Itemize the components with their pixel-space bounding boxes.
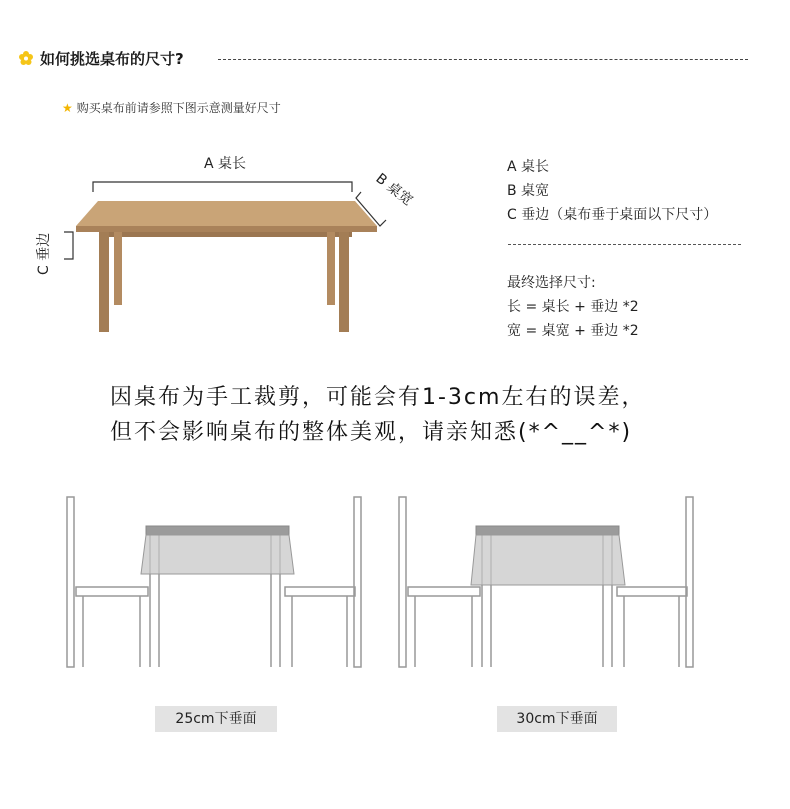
- diagram-label-c: C 垂边: [36, 232, 52, 275]
- legend-a: A 桌长: [507, 159, 550, 175]
- tablecloth-top: [146, 526, 289, 535]
- chair-seat: [285, 587, 355, 596]
- table-leg: [327, 232, 335, 305]
- table-diagram: [0, 140, 470, 350]
- chair-back: [354, 497, 361, 667]
- tablecloth-top: [476, 526, 619, 535]
- tablecloth-drape: [471, 535, 625, 585]
- subtitle-text: 购买桌布前请参照下图示意测量好尺寸: [76, 101, 281, 115]
- table-leg: [339, 232, 349, 332]
- table-leg: [99, 232, 109, 332]
- table-leg: [114, 232, 122, 305]
- star-icon: ★: [62, 101, 73, 115]
- chair-seat: [76, 587, 148, 596]
- header-divider: [218, 59, 748, 60]
- diagram-label-a: A 桌长: [204, 156, 247, 172]
- length-formula: 长 = 桌长 + 垂边 *2: [507, 299, 639, 315]
- chair-back: [399, 497, 406, 667]
- chair-back: [686, 497, 693, 667]
- table-apron: [100, 232, 352, 237]
- table-top: [76, 201, 377, 226]
- tablecloth-drape: [141, 535, 294, 574]
- caption-30cm: 30cm下垂面: [497, 706, 617, 732]
- legend-divider: [508, 244, 741, 245]
- illustration-30cm: [392, 490, 702, 675]
- subtitle: [62, 99, 281, 116]
- width-formula: 宽 = 桌宽 + 垂边 *2: [507, 323, 639, 339]
- diagram-label-b: B 桌宽: [372, 170, 416, 210]
- chair-back: [67, 497, 74, 667]
- table-top-edge: [76, 226, 377, 232]
- note-line-1: 因桌布为手工裁剪，可能会有1-3cm左右的误差，: [110, 385, 646, 410]
- chair-seat: [408, 587, 480, 596]
- note-line-2: 但不会影响桌布的整体美观，请亲知悉(*^__^*): [110, 420, 633, 445]
- flower-icon: [18, 50, 34, 66]
- length-bracket: [93, 182, 352, 192]
- legend-c: C 垂边（桌布垂于桌面以下尺寸）: [507, 207, 718, 223]
- page-title: 如何挑选桌布的尺寸?: [40, 50, 184, 68]
- chair-seat: [617, 587, 687, 596]
- overhang-bracket: [64, 232, 73, 259]
- illustration-25cm: [60, 490, 370, 675]
- caption-25cm: 25cm下垂面: [155, 706, 277, 732]
- final-size-title: 最终选择尺寸:: [507, 275, 596, 291]
- section-header: [18, 46, 748, 72]
- legend-b: B 桌宽: [507, 183, 550, 199]
